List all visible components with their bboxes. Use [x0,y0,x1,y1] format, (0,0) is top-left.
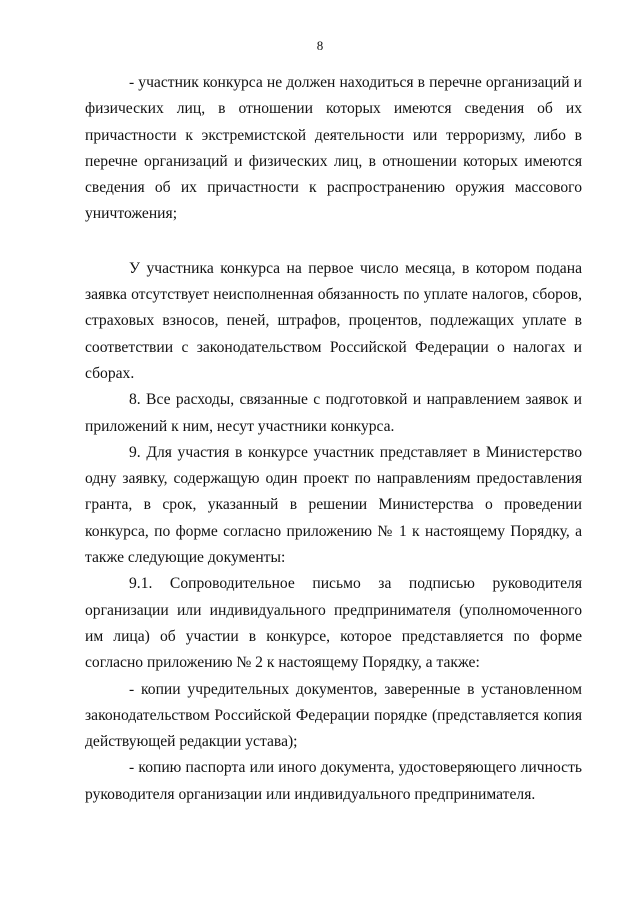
paragraph-clause-8: 8. Все расходы, связанные с подготовкой и направлением заявок и приложений к ним, несут участники конкурса. [85,391,582,435]
paragraph-participant-not-in-lists: - участник конкурса не должен находиться в перечне организаций и физических лиц, в отношении которых имеются сведения об их причастности к экстремистской деятельности или терроризму, либо в перечне организаций и физических лиц, в отношении которых имеются сведения об их причастности к распространению оружия массового уничтожения; [85,74,582,223]
document-body [85,70,582,808]
paragraph-clause-9: 9. Для участия в конкурсе участник представляет в Министерство одну заявку, содержащую один проект по направлениям предоставления гранта, в срок, указанный в решении Министерства о проведении конкурса, по форме согласно приложению № 1 к настоящему Порядку, а также следующие документы: [85,443,582,567]
paragraph-clause-9-1: 9.1. Сопроводительное письмо за подписью руководителя организации или индивидуального предпринимателя (уполномоченного им лица) об участии в конкурсе, которое представляется по форме согласно приложению № 2 к настоящему Порядку, а также: [85,575,582,672]
paragraph-no-tax-arrears: У участника конкурса на первое число месяца, в котором подана заявка отсутствует неисполненная обязанность по уплате налогов, сборов, страховых взносов, пеней, штрафов, процентов, подлежащих уплате в соответствии с законодательством Российской Федерации о налогах и сборах. [85,259,582,382]
paragraph-founding-documents: - копии учредительных документов, заверенные в установленном законодательством Российской Федерации порядке (представляется копия действующей редакции устава); [85,680,582,751]
paragraph-passport-copy: - копию паспорта или иного документа, удостоверяющего личность руководителя организации или индивидуального предпринимателя. [85,759,582,803]
page-number: 8 [316,38,324,53]
